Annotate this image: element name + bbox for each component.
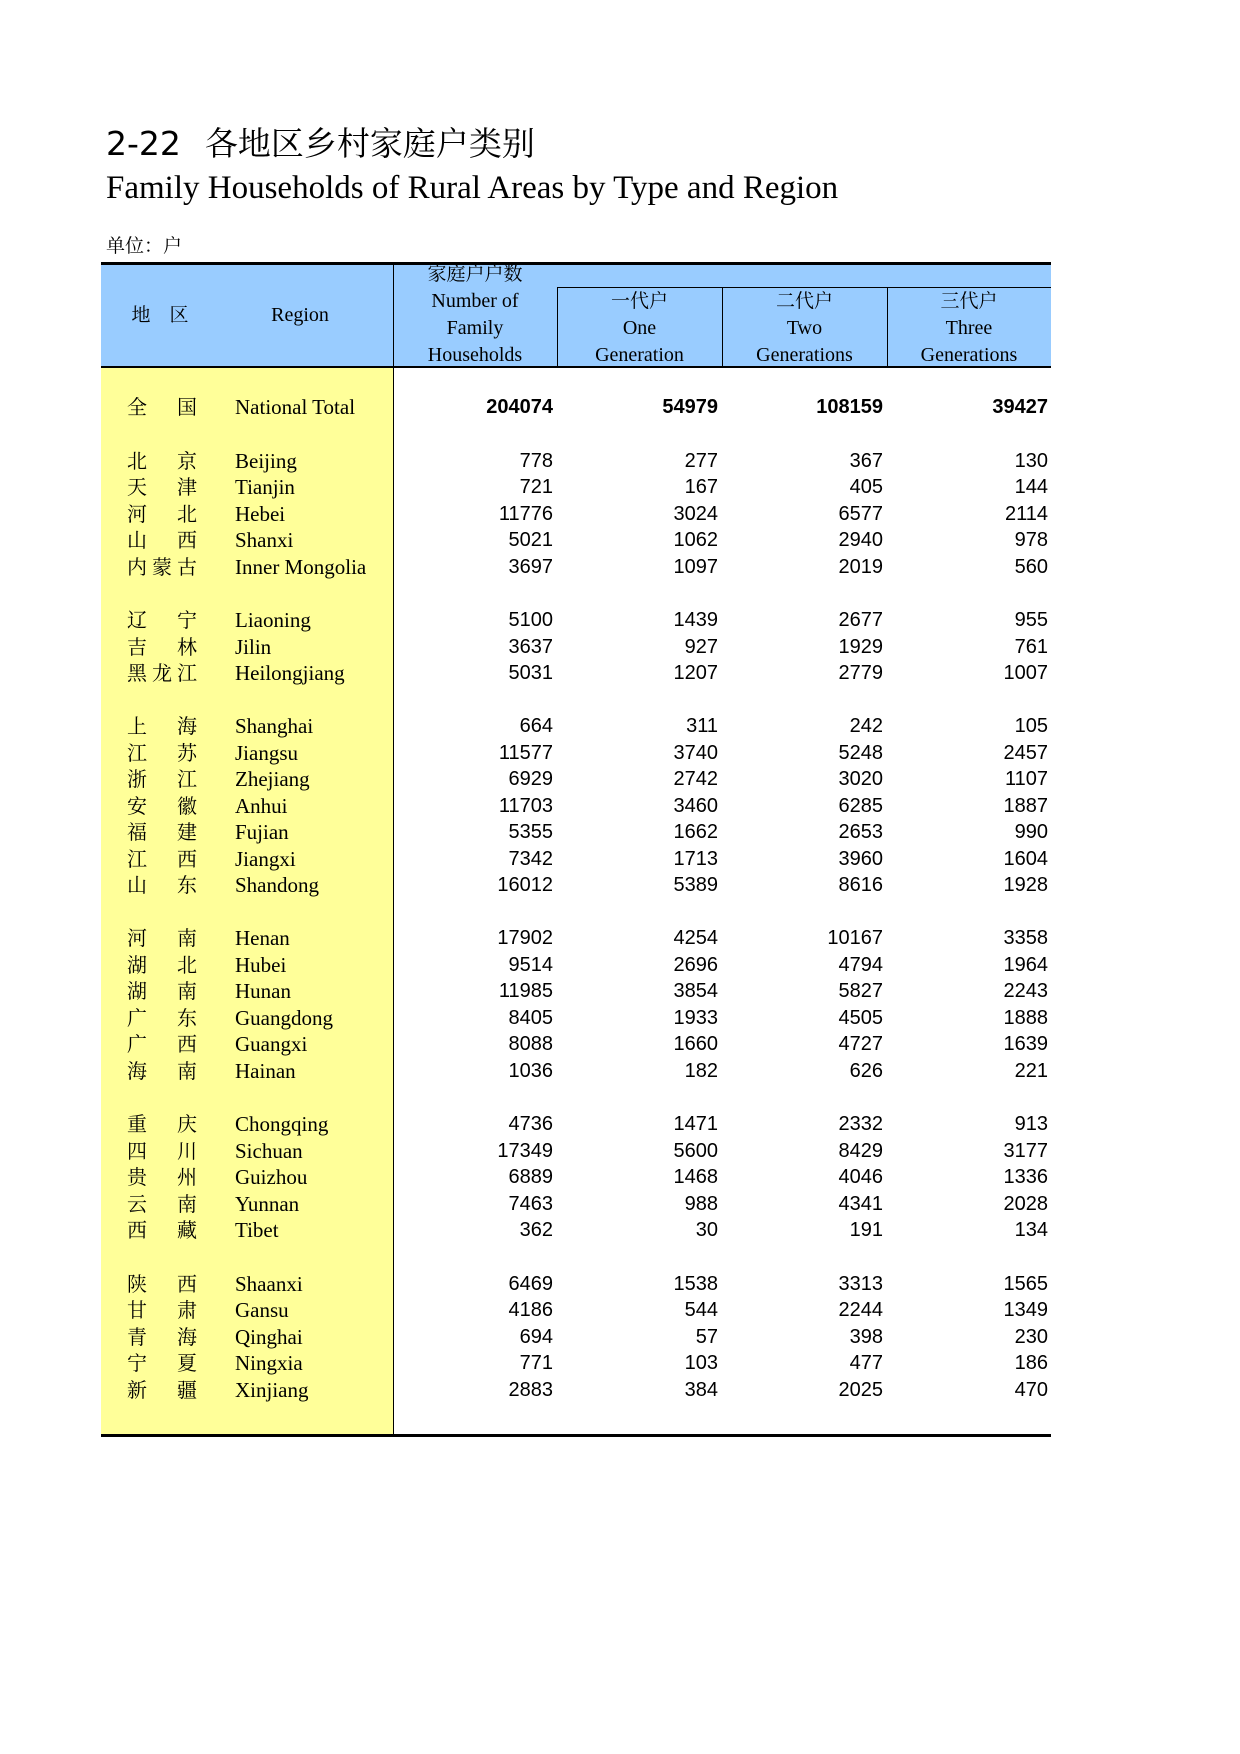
value-one-generation: 103 [684, 1352, 718, 1374]
region-name-en: National Total [235, 395, 356, 419]
value-one-generation: 57 [695, 1326, 718, 1348]
value-one-generation: 1468 [673, 1166, 718, 1188]
value-two-generations: 2332 [838, 1113, 883, 1135]
region-name-en: Hubei [235, 953, 287, 977]
value-three-generations: 1639 [1003, 1033, 1048, 1055]
value-total-households: 7463 [508, 1193, 553, 1215]
value-two-generations: 8616 [838, 874, 883, 896]
value-two-generations: 10167 [827, 927, 883, 949]
value-one-generation: 54979 [662, 396, 718, 418]
region-name-en: Beijing [235, 449, 297, 473]
value-three-generations: 955 [1014, 609, 1048, 631]
table-row [100, 819, 1050, 846]
region-name-cn: 西藏 [127, 1218, 197, 1242]
value-total-households: 6469 [508, 1273, 553, 1295]
region-name-cn: 吉林 [127, 635, 197, 659]
region-name-cn: 福建 [127, 820, 197, 844]
value-one-generation: 1662 [673, 821, 718, 843]
value-three-generations: 470 [1014, 1379, 1048, 1401]
value-one-generation: 2742 [673, 768, 718, 790]
value-two-generations: 4727 [838, 1033, 883, 1055]
value-two-generations: 3313 [838, 1273, 883, 1295]
table-row [100, 1191, 1050, 1218]
region-name-cn: 云南 [127, 1192, 197, 1216]
region-name-en: Yunnan [235, 1192, 300, 1216]
value-three-generations: 761 [1014, 636, 1048, 658]
title-chinese-text: 各地区乡村家庭户类别 [204, 124, 535, 163]
value-two-generations: 6285 [838, 795, 883, 817]
value-three-generations: 1604 [1003, 848, 1048, 870]
header-three-en-1: Three [945, 317, 993, 339]
value-total-households: 8405 [508, 1007, 553, 1029]
region-name-cn: 黑龙江 [127, 661, 197, 685]
value-one-generation: 2696 [673, 954, 718, 976]
region-name-en: Hainan [235, 1059, 296, 1083]
value-one-generation: 1097 [673, 556, 718, 578]
region-name-en: Tianjin [235, 475, 295, 499]
region-name-en: Heilongjiang [235, 661, 345, 685]
value-two-generations: 108159 [816, 396, 883, 418]
region-name-en: Shanxi [235, 528, 294, 552]
value-one-generation: 1439 [673, 609, 718, 631]
region-name-cn: 湖南 [127, 979, 197, 1003]
value-total-households: 7342 [508, 848, 553, 870]
table-row [100, 1031, 1050, 1058]
value-two-generations: 405 [849, 476, 883, 498]
value-two-generations: 4505 [838, 1007, 883, 1029]
value-one-generation: 384 [684, 1379, 718, 1401]
value-three-generations: 1928 [1003, 874, 1048, 896]
value-total-households: 4736 [508, 1113, 553, 1135]
table-row [100, 846, 1050, 873]
table-row [100, 448, 1050, 475]
region-name-cn: 贵州 [127, 1165, 197, 1189]
value-three-generations: 105 [1014, 715, 1048, 737]
value-one-generation: 1471 [673, 1113, 718, 1135]
region-name-cn: 新疆 [127, 1378, 197, 1402]
value-two-generations: 5827 [838, 980, 883, 1002]
region-name-cn: 宁夏 [127, 1351, 197, 1375]
region-name-cn: 海南 [127, 1059, 197, 1083]
value-three-generations: 230 [1014, 1326, 1048, 1348]
value-total-households: 17349 [497, 1140, 553, 1162]
value-two-generations: 4046 [838, 1166, 883, 1188]
region-name-en: Fujian [235, 820, 289, 844]
value-two-generations: 242 [849, 715, 883, 737]
region-name-en: Jiangsu [235, 741, 298, 765]
region-name-cn: 山东 [127, 873, 197, 897]
value-three-generations: 2457 [1003, 742, 1048, 764]
header-one-en-2: Generation [595, 344, 684, 366]
table-row [100, 1324, 1050, 1351]
value-one-generation: 4254 [673, 927, 718, 949]
region-name-en: Xinjiang [235, 1378, 309, 1402]
value-two-generations: 2779 [838, 662, 883, 684]
value-one-generation: 167 [684, 476, 718, 498]
value-three-generations: 3177 [1003, 1140, 1048, 1162]
value-total-households: 5100 [508, 609, 553, 631]
region-name-cn: 广西 [127, 1032, 197, 1056]
region-name-en: Zhejiang [235, 767, 310, 791]
value-three-generations: 186 [1014, 1352, 1048, 1374]
region-name-en: Sichuan [235, 1139, 303, 1163]
region-name-en: Inner Mongolia [235, 555, 367, 579]
value-total-households: 694 [519, 1326, 553, 1348]
table-row [100, 1297, 1050, 1324]
value-total-households: 1036 [508, 1060, 553, 1082]
value-three-generations: 2243 [1003, 980, 1048, 1002]
value-three-generations: 221 [1014, 1060, 1048, 1082]
region-name-cn: 浙江 [127, 767, 197, 791]
value-two-generations: 2653 [838, 821, 883, 843]
table-row [100, 1217, 1050, 1244]
table-row [100, 474, 1050, 501]
value-three-generations: 1964 [1003, 954, 1048, 976]
value-three-generations: 39427 [992, 396, 1048, 418]
header-two-en-2: Generations [756, 344, 853, 366]
region-name-cn: 广东 [127, 1006, 197, 1030]
header-one-generation [557, 288, 722, 369]
value-total-households: 11577 [498, 742, 553, 764]
value-total-households: 3697 [508, 556, 553, 578]
region-name-cn: 陕西 [127, 1272, 197, 1296]
table-row [100, 925, 1050, 952]
region-name-en: Guangdong [235, 1006, 333, 1030]
region-name-cn: 天津 [127, 475, 197, 499]
region-name-en: Hebei [235, 502, 286, 526]
header-one-en-1: One [622, 317, 657, 339]
table-row [100, 1111, 1050, 1138]
value-three-generations: 913 [1014, 1113, 1048, 1135]
header-one-cn: 一代户 [610, 290, 668, 312]
table-row [100, 1058, 1050, 1085]
region-name-en: Gansu [235, 1298, 289, 1322]
header-total-cn: 家庭户户数 [427, 263, 523, 285]
value-total-households: 9514 [508, 954, 553, 976]
value-two-generations: 367 [849, 450, 883, 472]
value-three-generations: 2114 [1004, 503, 1048, 525]
table-row [100, 872, 1050, 899]
value-total-households: 362 [519, 1219, 553, 1241]
value-one-generation: 311 [686, 715, 718, 737]
header-region-en: Region [271, 304, 329, 326]
region-name-en: Shaanxi [235, 1272, 303, 1296]
region-name-cn: 河南 [127, 926, 197, 950]
header-region-cn: 地 区 [131, 304, 189, 326]
value-two-generations: 6577 [838, 503, 883, 525]
value-two-generations: 5248 [838, 742, 883, 764]
value-total-households: 5031 [508, 662, 553, 684]
region-name-cn: 山西 [127, 528, 197, 552]
region-name-en: Chongqing [235, 1112, 329, 1136]
value-one-generation: 5389 [673, 874, 718, 896]
value-two-generations: 477 [849, 1352, 883, 1374]
table-row [100, 607, 1050, 634]
table-title-chinese [106, 124, 535, 164]
region-name-cn: 江西 [127, 847, 197, 871]
value-two-generations: 2244 [838, 1299, 883, 1321]
region-name-en: Shandong [235, 873, 319, 897]
header-three-generations [887, 288, 1051, 369]
value-three-generations: 144 [1014, 476, 1048, 498]
value-one-generation: 544 [684, 1299, 718, 1321]
value-two-generations: 1929 [838, 636, 883, 658]
table-row [100, 713, 1050, 740]
value-one-generation: 182 [684, 1060, 718, 1082]
value-three-generations: 560 [1014, 556, 1048, 578]
value-one-generation: 3024 [673, 503, 718, 525]
value-total-households: 5021 [508, 529, 553, 551]
value-three-generations: 1887 [1003, 795, 1048, 817]
value-total-households: 17902 [497, 927, 553, 949]
table-row [100, 766, 1050, 793]
region-name-en: Liaoning [235, 608, 311, 632]
region-name-cn: 四川 [127, 1139, 197, 1163]
value-total-households: 3637 [508, 636, 553, 658]
region-name-cn: 湖北 [127, 953, 197, 977]
table-row [100, 501, 1050, 528]
table-row [100, 1350, 1050, 1377]
region-name-cn: 上海 [127, 714, 197, 738]
header-total-en-2: Family [446, 317, 504, 339]
value-total-households: 664 [519, 715, 553, 737]
region-name-en: Jilin [235, 635, 272, 659]
header-top-rule [101, 262, 1051, 265]
table-row [100, 1271, 1050, 1298]
value-total-households: 4186 [508, 1299, 553, 1321]
statistics-sheet [100, 0, 1050, 1754]
header-two-cn: 二代户 [775, 290, 833, 312]
region-name-cn: 重庆 [127, 1112, 197, 1136]
region-name-cn: 北京 [127, 449, 197, 473]
region-name-cn: 江苏 [127, 741, 197, 765]
region-name-en: Shanghai [235, 714, 314, 738]
region-name-en: Hunan [235, 979, 291, 1003]
value-two-generations: 8429 [838, 1140, 883, 1162]
region-name-cn: 安徽 [127, 794, 197, 818]
table-row [100, 527, 1050, 554]
value-total-households: 204074 [486, 396, 553, 418]
table-row [100, 740, 1050, 767]
region-name-en: Henan [235, 926, 290, 950]
value-three-generations: 130 [1014, 450, 1048, 472]
value-total-households: 8088 [508, 1033, 553, 1055]
table-row [100, 660, 1050, 687]
region-name-cn: 河北 [127, 502, 197, 526]
value-three-generations: 3358 [1003, 927, 1048, 949]
value-one-generation: 988 [684, 1193, 718, 1215]
table-title-english: Family Households of Rural Areas by Type and Region [106, 170, 839, 206]
value-total-households: 2883 [508, 1379, 553, 1401]
value-three-generations: 990 [1014, 821, 1048, 843]
value-three-generations: 134 [1014, 1219, 1048, 1241]
value-total-households: 721 [519, 476, 553, 498]
table-row [100, 1005, 1050, 1032]
table-row [100, 1164, 1050, 1191]
table-number: 2-22 [106, 124, 181, 163]
value-total-households: 6929 [508, 768, 553, 790]
value-one-generation: 1062 [673, 529, 718, 551]
region-name-en: Ningxia [235, 1351, 303, 1375]
header-three-cn: 三代户 [940, 290, 998, 312]
value-total-households: 771 [519, 1352, 553, 1374]
value-one-generation: 1933 [673, 1007, 718, 1029]
table-row [100, 952, 1050, 979]
value-three-generations: 2028 [1003, 1193, 1048, 1215]
value-two-generations: 3960 [838, 848, 883, 870]
region-name-cn: 辽宁 [127, 608, 197, 632]
value-two-generations: 398 [849, 1326, 883, 1348]
value-two-generations: 4341 [838, 1193, 883, 1215]
value-three-generations: 1349 [1003, 1299, 1048, 1321]
region-name-cn: 全国 [127, 395, 197, 419]
region-name-en: Anhui [235, 794, 288, 818]
value-one-generation: 1538 [673, 1273, 718, 1295]
value-two-generations: 4794 [838, 954, 883, 976]
value-three-generations: 1565 [1003, 1273, 1048, 1295]
value-total-households: 778 [519, 450, 553, 472]
value-one-generation: 3854 [673, 980, 718, 1002]
value-one-generation: 30 [695, 1219, 718, 1241]
value-total-households: 11776 [498, 503, 553, 525]
value-one-generation: 277 [684, 450, 718, 472]
value-total-households: 11703 [498, 795, 553, 817]
value-two-generations: 2019 [838, 556, 883, 578]
region-name-cn: 青海 [127, 1325, 197, 1349]
value-one-generation: 1660 [673, 1033, 718, 1055]
region-name-cn: 内蒙古 [127, 555, 197, 579]
value-one-generation: 927 [684, 636, 718, 658]
table-row [100, 1138, 1050, 1165]
value-two-generations: 191 [849, 1219, 883, 1241]
header-total [393, 261, 557, 369]
table-row [100, 554, 1050, 581]
table-row [100, 978, 1050, 1005]
table-row-national-total [100, 394, 1050, 421]
value-two-generations: 2940 [838, 529, 883, 551]
table-bottom-rule [101, 1434, 1051, 1437]
region-name-en: Tibet [235, 1218, 279, 1242]
value-two-generations: 3020 [838, 768, 883, 790]
value-one-generation: 3460 [673, 795, 718, 817]
value-three-generations: 978 [1014, 529, 1048, 551]
value-total-households: 6889 [508, 1166, 553, 1188]
value-two-generations: 626 [849, 1060, 883, 1082]
value-two-generations: 2677 [838, 609, 883, 631]
table-row [100, 793, 1050, 820]
region-name-en: Guangxi [235, 1032, 308, 1056]
region-name-en: Qinghai [235, 1325, 303, 1349]
value-one-generation: 3740 [673, 742, 718, 764]
value-one-generation: 1713 [673, 848, 718, 870]
unit-label: 单位：户 [106, 235, 183, 257]
value-two-generations: 2025 [838, 1379, 883, 1401]
table-row [100, 1377, 1050, 1404]
value-one-generation: 1207 [673, 662, 718, 684]
region-name-en: Jiangxi [235, 847, 296, 871]
header-total-en-1: Number of [431, 290, 519, 312]
value-total-households: 5355 [508, 821, 553, 843]
header-total-en-3: Households [427, 344, 523, 366]
header-three-en-2: Generations [920, 344, 1018, 366]
value-three-generations: 1107 [1004, 768, 1048, 790]
region-name-cn: 甘肃 [127, 1298, 197, 1322]
table-row [100, 634, 1050, 661]
header-two-en-1: Two [786, 317, 823, 339]
value-total-households: 16012 [497, 874, 553, 896]
value-three-generations: 1336 [1003, 1166, 1048, 1188]
value-one-generation: 5600 [673, 1140, 718, 1162]
value-three-generations: 1007 [1003, 662, 1048, 684]
header-two-generations [722, 288, 887, 369]
region-name-en: Guizhou [235, 1165, 308, 1189]
value-three-generations: 1888 [1003, 1007, 1048, 1029]
value-total-households: 11985 [498, 980, 553, 1002]
